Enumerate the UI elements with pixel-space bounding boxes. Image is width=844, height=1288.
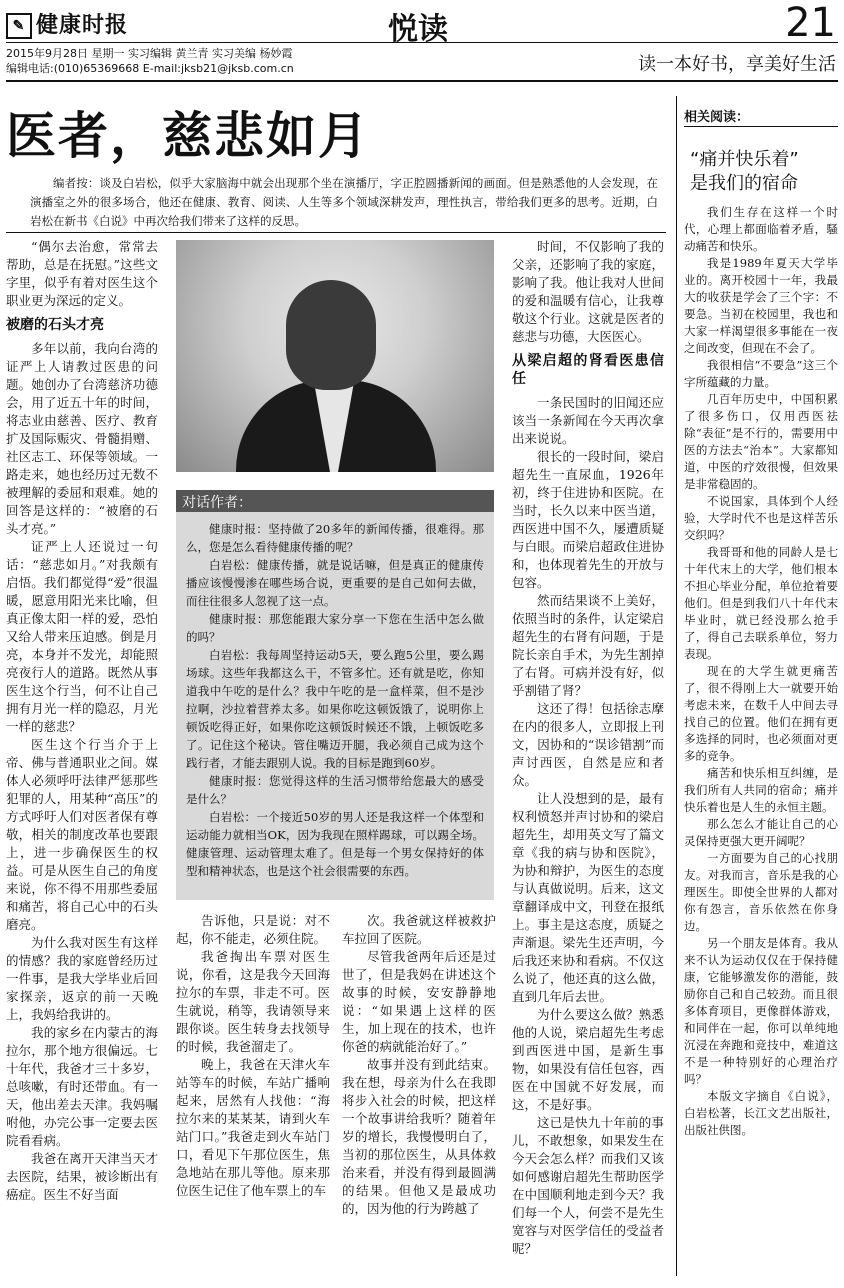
logo-text: 健康时报 bbox=[36, 12, 129, 38]
sidebar-paragraph: 我是1989年夏天大学毕业的。离开校园十一年，我最大的收获是学会了三个字：不要急。当初在校园里，我也和大家一样渴望很多事能在一夜之间改变，但现在不会了。 bbox=[684, 256, 838, 355]
author-photo bbox=[176, 240, 494, 472]
interview-paragraph: 健康时报：那您能跟大家分享一下您在生活中怎么做的吗？ bbox=[186, 612, 484, 644]
sidebar-rule bbox=[684, 126, 838, 127]
paragraph: 尽管我爸两年后还是过世了，但是我妈在讲述这个故事的时候，安安静静地说：“如果遇上这样的医生，加上现在的技术，也许你爸的病就能治好了。” bbox=[342, 949, 496, 1054]
sidebar-paragraph: 我们生存在这样一个时代，心理上都面临着矛盾，騷动痛苦和快乐。 bbox=[684, 205, 838, 253]
sidebar-paragraph: 痛苦和快乐相互纠缠，是我们所有人共同的宿命；痛并快乐着也是人生的永恒主题。 bbox=[684, 766, 838, 814]
paragraph: 一条民国时的旧闻还应该当一条新闻在今天再次拿出来说说。 bbox=[512, 395, 664, 446]
intro-rule bbox=[6, 232, 666, 233]
paragraph: 这已是快九十年前的事儿，不敢想象，如果发生在今天会怎么样？而我们又该如何感谢启超先生帮助医学在中国顺利地走到今天？我们每一个人，何尝不是先生宽容与对医学信任的受益者呢？ bbox=[512, 1115, 664, 1256]
page-number: 21 bbox=[785, 0, 836, 46]
interview-header: 对话作者： bbox=[176, 490, 494, 512]
paragraph: 告诉他，只是说：对不起，你不能走，必须住院。 bbox=[176, 913, 330, 946]
subheading: 从梁启超的肾看医患信任 bbox=[512, 353, 664, 387]
paragraph: 多年以前，我向台湾的证严上人请教过医患的问题。她创办了台湾慈济功德会，用了近五十年的时间，将志业由慈善、医疗、教育扩及国际赈灾、骨髓捐赠、社区志工、环保等领域。一路走来，她也经历过无数不被理解的委屈和艰难。她的回答是这样的：“被磨的石头才亮。” bbox=[6, 341, 158, 536]
sidebar-divider bbox=[676, 96, 677, 1276]
masthead-logo bbox=[6, 8, 128, 39]
paragraph: 为什么要这么做？熟悉他的人说，梁启超先生考虑到西医进中国，是新生事物，如果没有信任包容，西医在中国就不好发展，而这，不是好事。 bbox=[512, 1007, 664, 1112]
interview-paragraph: 健康时报：您觉得这样的生活习惯带给您最大的感受是什么？ bbox=[186, 774, 484, 806]
sidebar-label: 相关阅读： bbox=[684, 110, 750, 125]
header-rule-thick bbox=[6, 80, 838, 82]
sidebar-title-line-2: 是我们的宿命 bbox=[690, 173, 798, 194]
interview-paragraph: 健康时报：坚持做了20多年的新闻传播，很难得。那么，您是怎么看待健康传播的呢？ bbox=[186, 522, 484, 554]
paragraph: 我爸在离开天津当天才去医院，结果，被诊断出有癌症。医生不好当面 bbox=[6, 1151, 158, 1202]
sidebar-paragraph: 我很相信“不要急”这三个字所蕴藏的力量。 bbox=[684, 358, 838, 389]
sidebar-paragraph: 现在的大学生就更痛苦了，很不得刚上大一就要开始考虑未来，在数千人中间去寻找自己的位置。他们在拥有更多选择的同时，也必须面对更多的竞争。 bbox=[684, 664, 838, 763]
article-column-4 bbox=[512, 238, 664, 1278]
paragraph: 很长的一段时间，梁启超先生一直尿血，1926年初，终于住进协和医院。在当时，长久以来中医当道，西医进中国不久，屡遭质疑与白眼。而梁启超政住进协和，也体现着先生的开放与包容。 bbox=[512, 449, 664, 590]
section-name: 悦读 bbox=[388, 12, 448, 47]
sidebar-paragraph: 不说国家，具体到个人经验，大学时代不也是这样苦乐交织吗？ bbox=[684, 494, 838, 542]
article-column-2 bbox=[176, 912, 330, 1278]
sidebar-paragraph: 一方面要为自己的心找朋友。对我而言，音乐是我的心理医生。即使全世界的人都对你有怨言，音乐依然在你身边。 bbox=[684, 851, 838, 933]
sidebar-title-line-1: “痛并快乐着” bbox=[690, 149, 799, 170]
sidebar-paragraph: 几百年历史中，中国积累了很多伤口，仅用西医祛除“表征”是不行的，需要用中医的方法去“治本”。大家都知道，中医的疗效很慢，但效果是非常稳固的。 bbox=[684, 392, 838, 491]
meta-line-1: 2015年9月28日 星期一 实习编辑 黄兰青 实习美编 杨妙霞 bbox=[6, 47, 293, 60]
paragraph: 次。我爸就这样被救护车拉回了医院。 bbox=[342, 913, 496, 946]
sidebar-body bbox=[684, 204, 838, 1278]
subheading: 被磨的石头才亮 bbox=[6, 317, 104, 333]
paragraph: 医生这个行当介于上帝、佛与普通职业之间。媒体人必须呼吁法律严惩那些犯罪的人，用某种“高压”的方式呼吁人们对医者保有尊敬，相关的制度改革也要跟上，进一步确保医生的权益。可是从医生自己的角度来说，你不得不用那些委屈和痛苦，将自己心中的石头磨亮。 bbox=[6, 737, 158, 932]
paragraph: 让人没想到的是，最有权利愤怒并声讨协和的梁启超先生，却用英文写了篇文章《我的病与协和医院》，为协和辩护，为医生的态度与认真做说明。后来，这文章翻译成中文，刊登在报纸上。事主是这态度，质疑之声渐退。梁先生还声明，今后我还来协和看病。不仅这么说了，他还真的这么做，直到几年后去世。 bbox=[512, 791, 664, 1004]
paragraph: 我爸掏出车票对医生说，你看，这是我今天回海拉尔的车票，非走不可。医生就说，稍等，我请领导来跟你谈。医生转身去找领导的时候，我爸溜走了。 bbox=[176, 949, 330, 1054]
interview-paragraph: 白岩松：我每周坚持运动5天，要么跑5公里，要么踢场球。这些年我都这么干，不管多忙。还有就是吃，你知道我中午吃的是什么？我中午吃的是一盒样菜，但不是沙拉啊，沙拉着营养太多。如果你吃这顿饭饿了，说明你上顿饭吃得正好，如果你吃这顿饭时候还不饿，上顿饭吃多了。记住这个秘诀。管住嘴迈开腿，我必须自己成为这个践行者，才能去跟别人说。我的目标是跑到60岁。 bbox=[186, 648, 484, 770]
article-column-1 bbox=[6, 238, 158, 1278]
paragraph: 为什么我对医生有这样的情感？我的家庭曾经历过一件事，是我大学毕业后回家探亲，返京的前一天晚上，我妈给我讲的。 bbox=[6, 935, 158, 1022]
meta-line-2: 编辑电话:(010)65369668 E-mail:jksb21@jksb.com.cn bbox=[6, 62, 294, 75]
photo-head bbox=[286, 280, 376, 390]
paragraph: 这还了得！包括徐志摩在内的很多人，立即报上刊文，因协和的“误诊错割”而声讨西医，自然是应和者众。 bbox=[512, 701, 664, 788]
editor-note: 编者按：谈及白岩松，似乎大家脑海中就会出现那个坐在演播厅，字正腔圆播新闻的画面。但是熟悉他的人会发现，在演播室之外的很多场合，他还在健康、教育、阅读、人生等多个领域深耕发声，理性执言，带给我们更多的思考。近期，白岩松在新书《白说》中再次给我们带来了这样的反思。 bbox=[30, 176, 658, 228]
interview-body bbox=[176, 512, 494, 880]
sidebar-paragraph: 那么怎么才能让自己的心灵保持更强大更开阔呢？ bbox=[684, 817, 838, 848]
paragraph: 我的家乡在内蒙古的海拉尔，那个地方很偏远。七十年代，我爸才三十多岁，总咳嗽，有时还带血。有一天，他出差去天津。我妈嘱咐他，办完公事一定要去医院看看病。 bbox=[6, 1025, 158, 1148]
interview-box bbox=[176, 490, 494, 900]
interview-paragraph: 白岩松：一个接近50岁的男人还是我这样一个体型和运动能力就相当OK，因为我现在照样踢球，可以踢全场。健康管理、运动管理太难了。但是每一个男女保持好的体型和精神状态，也是这个社会很需要的东西。 bbox=[186, 810, 484, 878]
sidebar-paragraph: 另一个朋友是体育。我从来不认为运动仅仅在于保持健康，它能够激发你的潜能，鼓励你自己和自己较劲。而且很多体育项目，更像群体游戏，和同伴在一起，你可以单纯地沉浸在奔跑和竞技中，难道这不是一种特别好的心理治疗吗？ bbox=[684, 936, 838, 1086]
sidebar-paragraph: 本版文字摘自《白说》，白岩松著，长江文艺出版社，出版社供图。 bbox=[684, 1089, 838, 1137]
sidebar-paragraph: 我哥哥和他的同龄人是七十年代末上的大学，他们根本不担心毕业分配，单位抢着要他们。但是到我们八十年代末毕业时，就已经没那么抢手了，得自己去联系单位，努力表现。 bbox=[684, 545, 838, 661]
slogan: 读一本好书，享美好生活 bbox=[638, 54, 836, 75]
logo-icon: ✎ bbox=[6, 13, 32, 39]
interview-paragraph: 白岩松：健康传播，就是说话嘛，但是真正的健康传播应该慢慢渗在哪些场合说，更重要的是自己如何去做，而往往很多人忽视了这一点。 bbox=[186, 558, 484, 608]
paragraph: 然而结果谈不上美好，依照当时的条件，认定梁启超先生的右肾有问题，于是院长亲自手术，为先生割掉了右肾。可病并没有好，似乎割错了肾？ bbox=[512, 593, 664, 698]
paragraph: 晚上，我爸在天津火车站等车的时候，车站广播响起来，居然有人找他：“海拉尔来的某某某，请到火车站门口。”我爸走到火车站门口，看见下午那位医生，焦急地站在那儿等他。原来那位医生记住了他车票上的车 bbox=[176, 1057, 330, 1198]
paragraph: 故事并没有到此结束。我在想，母亲为什么在我即将步入社会的时候，把这样一个故事讲给我听？随着年岁的增长，我慢慢明白了，当初的那位医生，从具体救治来看，并没有得到最圆满的结果。但他又是最成功的，因为他的行为跨越了 bbox=[342, 1057, 496, 1216]
paragraph: 证严上人还说过一句话：“慈悲如月。”对我颇有启悟。我们都觉得“爱”很温暖，愿意用阳光来比喻，但真正像太阳一样的爱，恐怕又给人带来压迫感。倒是月亮，本身并不发光，却能照亮夜行人的道路。既然从事医生这个行当，何不让自己拥有月光一样的隐忍，月光一样的慈悲？ bbox=[6, 539, 158, 734]
sidebar-title bbox=[690, 148, 799, 196]
edition-meta bbox=[6, 46, 294, 76]
article-column-3 bbox=[342, 912, 496, 1278]
article-title: 医者，慈悲如月 bbox=[6, 106, 370, 165]
paragraph: 时间，不仅影响了我的父亲，还影响了我的家庭，影响了我。他让我对人世间的爱和温暖有信心，让我尊敬这个行业。这就是医者的慈悲与功德，大医医心。 bbox=[512, 239, 664, 344]
header-rule bbox=[6, 42, 838, 43]
paragraph: “偶尔去治愈，常常去帮助，总是在抚慰。”这些文字里，似乎有着对医生这个职业更为深远的定义。 bbox=[6, 239, 158, 308]
